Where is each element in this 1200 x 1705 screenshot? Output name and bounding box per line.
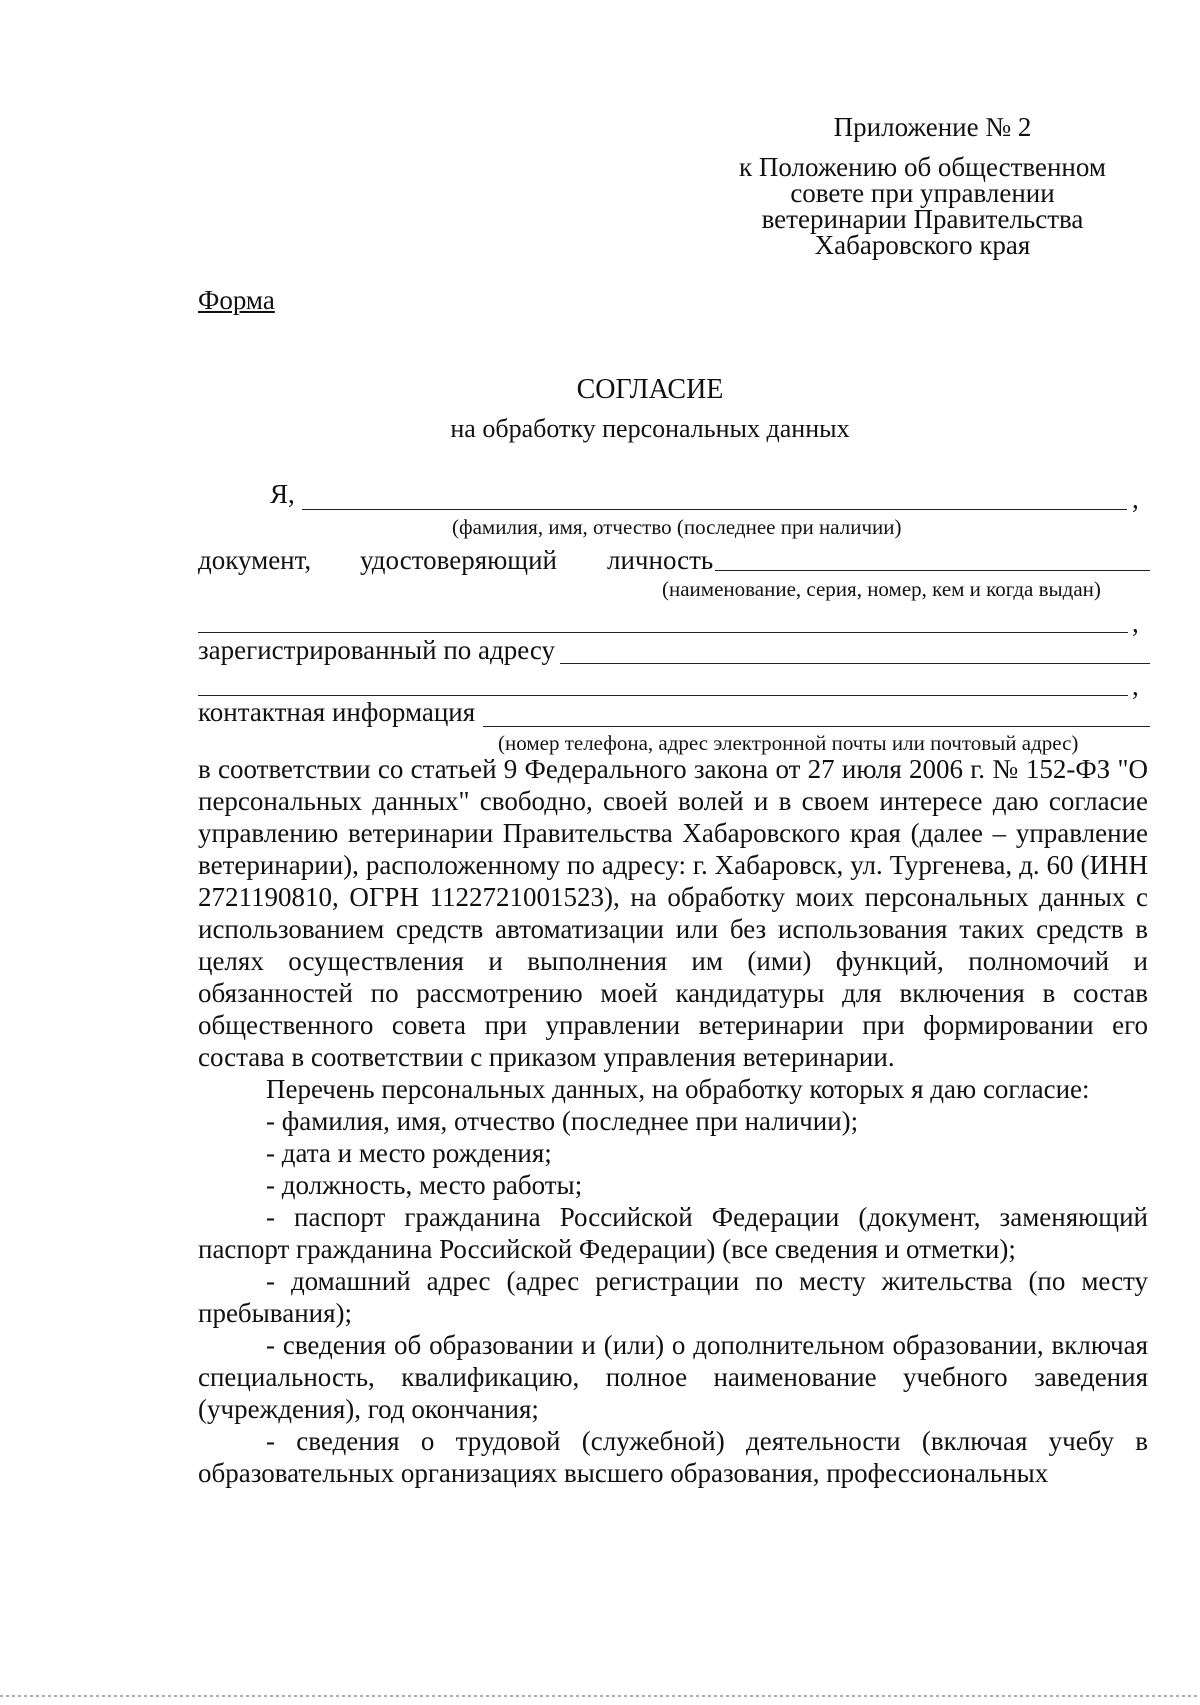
document-input-line[interactable] (715, 570, 1150, 571)
list-intro: Перечень персональных данных, на обработку которых я даю согласие: (266, 1074, 1090, 1104)
document-title: СОГЛАСИЕ (576, 374, 724, 405)
name-input-line[interactable] (302, 509, 1127, 510)
list-item: - домашний адрес (адрес регистрации по месту жительства (по месту пребывания); (198, 1266, 1148, 1328)
appendix-ref-line: совете при управлении (790, 178, 1055, 208)
list-item: - должность, место работы; (266, 1170, 583, 1200)
name-hint: (фамилия, имя, отчество (последнее при наличии) (452, 515, 902, 539)
consent-paragraph: в соответствии со статьей 9 Федерального закона от 27 июля 2006 г. № 152-ФЗ "О персональных данных" свободно, своей волей и в своем интересе даю согласие управлению ветеринарии Правительства Хабаровского края (далее – управление ветеринарии), расположенному по адресу: г. Хабаровск, ул. Тургенева, д. 60 (ИНН 2721190810, ОГРН 1122721001523), на обработку моих персональных данных с использованием средств автоматизации или без использования таких средств в целях осуществления и выполнения им (ими) функций, полномочий и обязанностей по рассмотрению моей кандидатуры для включения в состав общественного совета при управлении ветеринарии при формировании его состава в соответствии с приказом управления ветеринарии. (198, 754, 1148, 1072)
list-item: - фамилия, имя, отчество (последнее при наличии); (266, 1106, 859, 1136)
scan-edge-artifact (0, 1695, 1200, 1697)
list-item: - сведения об образовании и (или) о дополнительном образовании, включая специальность, квалификацию, полное наименование учебного заведения (учреждения), год окончания; (198, 1330, 1148, 1424)
appendix-ref-line: ветеринарии Правительства (761, 204, 1084, 234)
contact-input-line[interactable] (483, 726, 1150, 727)
list-item: - дата и место рождения; (266, 1138, 552, 1168)
ya-label: Я, (270, 479, 295, 509)
contact-label: контактная информация (198, 697, 476, 727)
doc-label-word: документ, (198, 545, 312, 575)
doc-label-word: личность (607, 545, 714, 575)
document-subtitle: на обработку персональных данных (450, 414, 850, 443)
comma: , (1132, 484, 1139, 514)
contact-hint: (номер телефона, адрес электронной почты или почтовый адрес) (498, 731, 1079, 755)
appendix-ref-line: Хабаровского края (814, 230, 1031, 260)
document-input-line-2[interactable] (198, 632, 1128, 633)
address-input-line-2[interactable] (198, 695, 1128, 696)
address-input-line[interactable] (560, 663, 1150, 664)
comma: , (1132, 671, 1139, 701)
comma: , (1132, 608, 1139, 638)
form-label: Форма (198, 285, 275, 315)
list-item: - сведения о трудовой (служебной) деятельности (включая учебу в образовательных организациях высшего образования, профессиональных (198, 1426, 1148, 1488)
document-body (198, 753, 1148, 1489)
address-label: зарегистрированный по адресу (198, 635, 556, 665)
appendix-number: Приложение № 2 (833, 112, 1032, 142)
document-hint: (наименование, серия, номер, кем и когда выдан) (662, 577, 1101, 601)
doc-label-word: удостоверяющий (360, 545, 557, 575)
list-item: - паспорт гражданина Российской Федерации (документ, заменяющий паспорт гражданина Российской Федерации) (все сведения и отметки); (198, 1202, 1148, 1264)
appendix-header (700, 112, 1145, 258)
appendix-ref-line: к Положению об общественном (739, 152, 1106, 182)
